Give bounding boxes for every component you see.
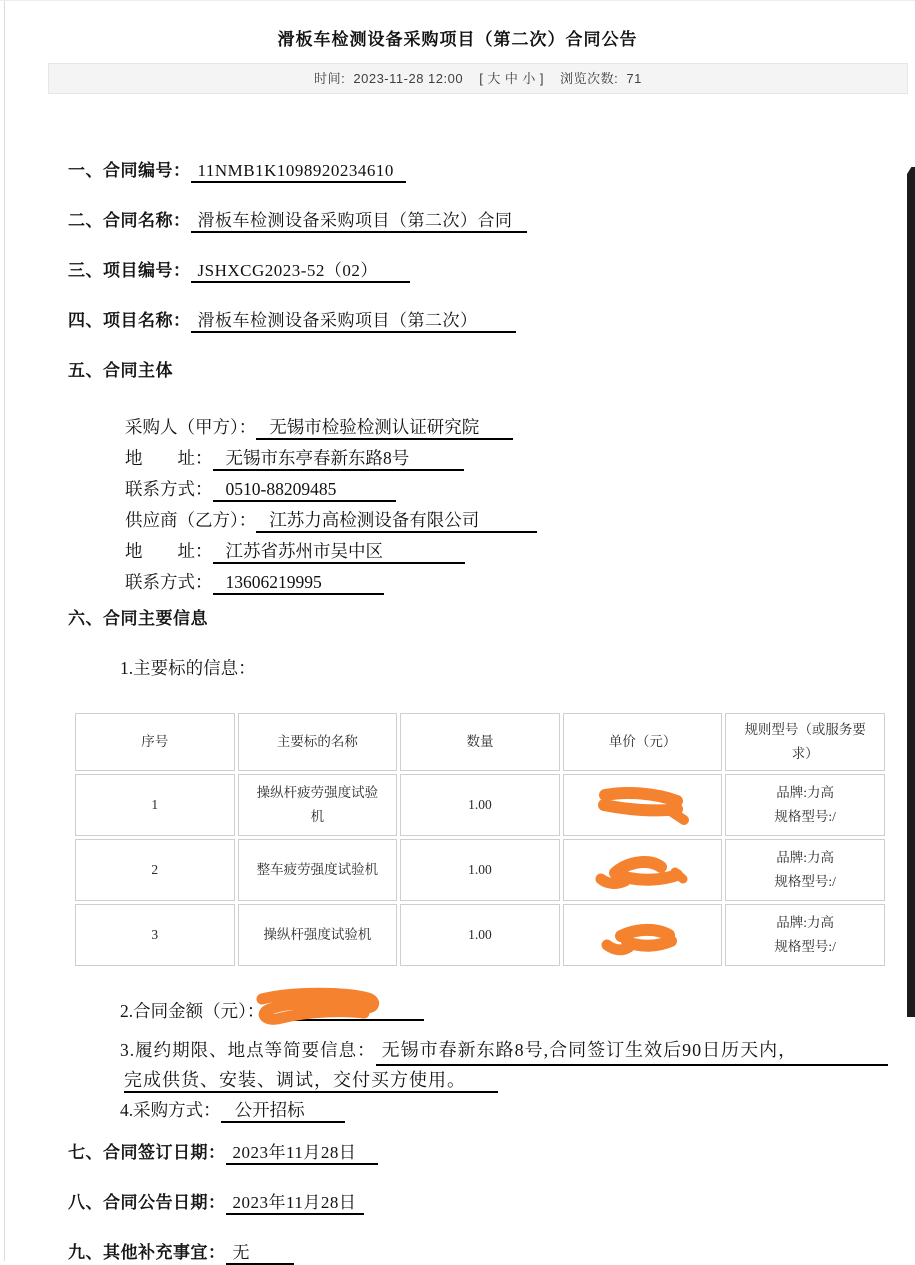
sign-date-label: 七、合同签订日期：: [68, 1143, 226, 1162]
section-main-info-heading: 六、合同主要信息: [68, 609, 208, 628]
row3-spec-model: 规格型号:/: [774, 939, 836, 954]
font-size-control: [477, 71, 550, 86]
row3-price-redacted: [563, 904, 723, 966]
buyer-row: [125, 412, 888, 443]
row2-spec-model: 规格型号:/: [774, 874, 836, 889]
performance-info-value-line1: 无锡市春新东路8号,合同签订生效后90日历天内，: [376, 1036, 888, 1066]
other-matters-label: 九、其他补充事宜：: [68, 1243, 226, 1262]
project-name-field: [68, 310, 888, 333]
contract-name-value: 滑板车检测设备采购项目（第二次）合同: [191, 211, 527, 233]
other-matters-field: [68, 1242, 888, 1265]
contract-amount-redacted: [272, 999, 424, 1021]
time-label: 时间:: [314, 71, 346, 86]
table-row: [75, 774, 885, 836]
row1-spec-brand: 品牌:力高: [776, 785, 835, 800]
row3-spec: [725, 904, 885, 966]
procurement-method-value: 公开招标: [221, 1100, 345, 1123]
project-number-field: [68, 260, 888, 283]
row2-price-redacted: [563, 839, 723, 901]
buyer-value: 无锡市检验检测认证研究院: [256, 417, 513, 440]
bracket-close: ]: [539, 71, 544, 86]
contract-name-field: [68, 210, 888, 233]
supplier-address-label: 地 址：: [125, 541, 213, 561]
announce-date-value: 2023年11月28日: [226, 1193, 365, 1215]
contract-amount-field: [120, 999, 888, 1023]
supplier-value: 江苏力高检测设备有限公司: [256, 510, 537, 533]
procurement-method-label: 4.采购方式：: [120, 1100, 221, 1120]
performance-info-value-line2: 完成供货、安装、调试，交付买方使用。: [124, 1070, 498, 1093]
redaction-scribble: [246, 982, 396, 1032]
row1-price-redacted: [563, 774, 723, 836]
project-number-label: 三、项目编号：: [68, 261, 191, 280]
supplier-address-value: 江苏省苏州市吴中区: [213, 541, 466, 564]
performance-info-label: 3.履约期限、地点等简要信息：: [120, 1040, 376, 1060]
buyer-label: 采购人（甲方）：: [125, 417, 257, 437]
redaction-scribble: [595, 912, 691, 958]
page-left-border: [4, 1, 5, 1261]
contract-number-label: 一、合同编号：: [68, 161, 191, 180]
row1-name: 操纵杆疲劳强度试验机: [256, 785, 379, 824]
buyer-contact-value: 0510-88209485: [213, 479, 397, 502]
time-value: 2023-11-28 12:00: [353, 71, 464, 86]
col-header-unit-price: 单价（元）: [563, 713, 723, 771]
views-count: 71: [626, 71, 642, 86]
supplier-row: [125, 505, 888, 536]
contract-amount-label: 2.合同金额（元）：: [120, 1001, 265, 1021]
row2-seq: 2: [75, 839, 235, 901]
buyer-contact-row: [125, 474, 888, 505]
supplier-address-row: [125, 536, 888, 567]
row2-spec-brand: 品牌:力高: [776, 850, 835, 865]
font-size-large[interactable]: 大: [487, 71, 501, 86]
col-header-spec: [725, 713, 885, 771]
col-header-spec-text: 规则型号（或服务要求）: [744, 722, 866, 761]
footer-fields: [68, 1142, 888, 1265]
scrollbar-thumb[interactable]: [907, 167, 915, 1017]
row3-name: 操纵杆强度试验机: [263, 927, 372, 942]
announce-date-field: [68, 1192, 888, 1215]
row3-spec-brand: 品牌:力高: [776, 915, 835, 930]
row1-spec: [725, 774, 885, 836]
table-row: [75, 904, 885, 966]
table-header-row: [75, 713, 885, 771]
project-number-value: JSHXCG2023-52（02）: [191, 261, 410, 283]
font-size-small[interactable]: 小: [522, 71, 536, 86]
col-header-qty: 数量: [400, 713, 560, 771]
row2-name: 整车疲劳强度试验机: [256, 862, 379, 877]
row2-spec: [725, 839, 885, 901]
procurement-method-field: [120, 1099, 888, 1122]
project-name-label: 四、项目名称：: [68, 311, 191, 330]
supplier-contact-value: 13606219995: [213, 572, 384, 595]
redaction-scribble: [591, 780, 695, 830]
col-header-seq: 序号: [75, 713, 235, 771]
supplier-contact-row: [125, 567, 888, 598]
views-label: 浏览次数:: [560, 71, 619, 86]
main-subject-info-label: 1.主要标的信息：: [120, 658, 256, 678]
bracket-open: [: [479, 71, 484, 86]
redaction-scribble: [591, 845, 695, 895]
supplier-label: 供应商（乙方）：: [125, 510, 257, 530]
document-body: [68, 160, 888, 1265]
buyer-contact-label: 联系方式：: [125, 479, 213, 499]
row1-qty: 1.00: [400, 774, 560, 836]
other-matters-value: 无: [226, 1243, 295, 1265]
row1-spec-model: 规格型号:/: [774, 809, 836, 824]
col-header-name: 主要标的名称: [238, 713, 398, 771]
contract-number-field: [68, 160, 888, 183]
row2-qty: 1.00: [400, 839, 560, 901]
row1-seq: 1: [75, 774, 235, 836]
buyer-address-value: 无锡市东亭春新东路8号: [213, 448, 465, 471]
page-title: 滑板车检测设备采购项目（第二次）合同公告: [277, 30, 638, 49]
contract-name-label: 二、合同名称：: [68, 211, 191, 230]
row3-seq: 3: [75, 904, 235, 966]
subject-table: [72, 710, 888, 969]
row3-qty: 1.00: [400, 904, 560, 966]
buyer-address-row: [125, 443, 888, 474]
contract-number-value: 11NMB1K1098920234610: [191, 161, 406, 183]
section-contract-parties-heading: 五、合同主体: [68, 361, 173, 380]
contract-parties: [125, 412, 888, 598]
project-name-value: 滑板车检测设备采购项目（第二次）: [191, 311, 516, 333]
sign-date-field: [68, 1142, 888, 1165]
meta-bar: [48, 63, 908, 94]
supplier-contact-label: 联系方式：: [125, 572, 213, 592]
sign-date-value: 2023年11月28日: [226, 1143, 379, 1165]
performance-info-field: [120, 1036, 888, 1094]
font-size-medium[interactable]: 中: [504, 71, 519, 86]
announce-date-label: 八、合同公告日期：: [68, 1193, 226, 1212]
table-row: [75, 839, 885, 901]
buyer-address-label: 地 址：: [125, 448, 213, 468]
